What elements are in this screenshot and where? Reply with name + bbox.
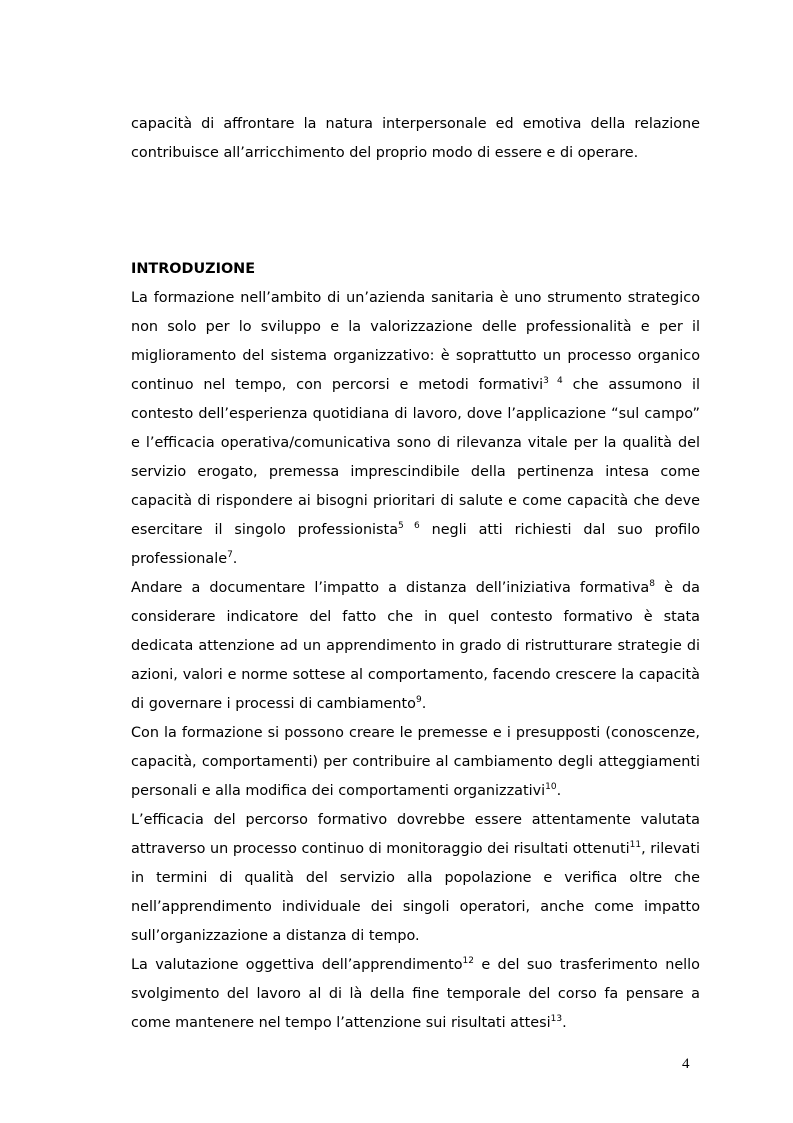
section-heading: INTRODUZIONE — [131, 261, 256, 277]
introduction-section — [131, 255, 700, 1038]
paragraph-2-text-1: Andare a documentare l’impatto a distanza dell’iniziativa formativa — [131, 580, 650, 596]
footnote-ref-11: 11 — [629, 840, 642, 851]
paragraph-4-text-2: , rilevati in termini di qualità del servizio alla popolazione e verifica oltre che nell’apprendimento individuale dei singoli operatori, anche come impatto sull’organizzazione a distanza di tempo. — [131, 841, 701, 944]
paragraph-1-text-2: che assumono il contesto dell’esperienza quotidiana di lavoro, dove l’applicazione “sul campo” e l’efficacia operativa/comunicativa sono di rilevanza vitale per la qualità del servizio erogato, premessa imprescindibile della pertinenza intesa come capacità di rispondere ai bisogni prioritari di salute e come capacità che deve esercitare il singolo professionista — [131, 377, 700, 538]
paragraph-5-text-2: e del suo trasferimento nello svolgimento del lavoro al di là della fine temporale del corso fa pensare a come mantenere nel tempo l’attenzione sui risultati attesi — [131, 957, 700, 1031]
footnote-ref-7: 7 — [227, 550, 233, 561]
footnote-ref-3-4: 3 4 — [543, 376, 563, 387]
paragraph-4-text-1: L’efficacia del percorso formativo dovrebbe essere attentamente valutata attraverso un processo continuo di monitoraggio dei risultati ottenuti — [131, 812, 700, 857]
paragraph-1-text-1: La formazione nell’ambito di un’azienda sanitaria è uno strumento strategico non solo per lo sviluppo e la valorizzazione delle professionalità e per il miglioramento del sistema organizzativo: è soprattutto un processo organico continuo nel tempo, con percorsi e metodi formativi — [131, 290, 700, 393]
paragraph-5-text-3: . — [562, 1015, 567, 1031]
paragraph-2-text-3: . — [421, 696, 427, 712]
paragraph-3 — [131, 719, 700, 806]
paragraph-2 — [131, 574, 700, 719]
paragraph-3-text-2: . — [556, 783, 562, 799]
paragraph-1 — [131, 284, 700, 574]
page-number: 4 — [682, 1056, 690, 1072]
footnote-ref-13: 13 — [550, 1014, 563, 1025]
paragraph-1-text-3: negli atti richiesti dal suo profilo professionale — [131, 522, 700, 567]
footnote-ref-9: 9 — [415, 695, 422, 706]
paragraph-2-text-2: è da considerare indicatore del fatto che in quel contesto formativo è stata dedicata attenzione ad un apprendimento in grado di ristrutturare strategie di azioni, valori e norme sottese al comportamento, facendo crescere la capacità di governare i processi di cambiamento — [131, 580, 700, 712]
opening-paragraph: capacità di affrontare la natura interpersonale ed emotiva della relazione contribuisce all’arricchimento del proprio modo di essere e di operare. — [131, 116, 700, 161]
footnote-ref-12: 12 — [462, 956, 474, 967]
paragraph-3-text-1: Con la formazione si possono creare le premesse e i presupposti (conoscenze, capacità, comportamenti) per contribuire al cambiamento degli atteggiamenti personali e alla modifica dei comportamenti organizzativi — [131, 725, 700, 799]
paragraph-4 — [131, 806, 700, 951]
paragraph-1-text-4: . — [232, 551, 238, 567]
footnote-ref-8: 8 — [649, 579, 655, 590]
paragraph-5-text-1: La valutazione oggettiva dell’apprendimento — [131, 957, 463, 973]
footnote-ref-5-6: 5 6 — [398, 521, 420, 532]
paragraph-5 — [131, 951, 700, 1038]
footnote-ref-10: 10 — [545, 782, 557, 793]
